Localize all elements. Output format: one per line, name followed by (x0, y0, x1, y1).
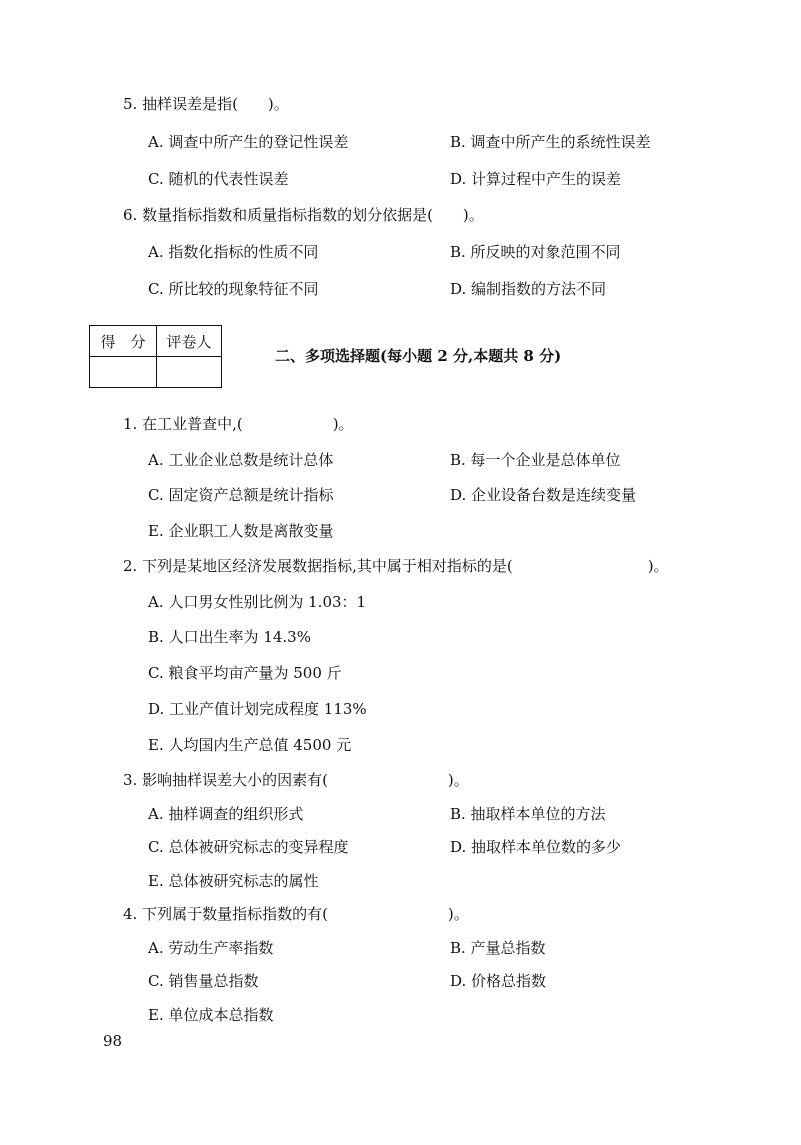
score-table (89, 325, 222, 388)
grader-cell[interactable] (157, 357, 222, 388)
mc-question-4-option-b: B. 产量总指数 (450, 939, 546, 957)
mc-question-1-option-a: A. 工业企业总数是统计总体 (148, 451, 334, 469)
question-6-option-a: A. 指数化指标的性质不同 (148, 243, 319, 261)
mc-question-2-stem: 2. 下列是某地区经济发展数据指标,其中属于相对指标的是( )。 (123, 557, 669, 575)
question-6-option-d: D. 编制指数的方法不同 (450, 280, 607, 298)
mc-question-1-stem: 1. 在工业普查中,( )。 (123, 415, 354, 433)
mc-question-4-option-e: E. 单位成本总指数 (148, 1006, 274, 1024)
mc-question-1-option-d: D. 企业设备台数是连续变量 (450, 486, 637, 504)
mc-question-3-option-a: A. 抽样调查的组织形式 (148, 805, 304, 823)
mc-question-4-option-d: D. 价格总指数 (450, 972, 547, 990)
section-2-title: 二、多项选择题(每小题 2 分,本题共 8 分) (275, 347, 562, 365)
score-cell[interactable] (90, 357, 157, 388)
question-5-option-a: A. 调查中所产生的登记性误差 (148, 133, 349, 151)
score-header: 得 分 (90, 326, 157, 357)
mc-question-2-option-c: C. 粮食平均亩产量为 500 斤 (148, 664, 342, 682)
question-5-option-c: C. 随机的代表性误差 (148, 170, 289, 188)
mc-question-4-option-c: C. 销售量总指数 (148, 972, 259, 990)
mc-question-4-option-a: A. 劳动生产率指数 (148, 939, 274, 957)
mc-question-2-option-d: D. 工业产值计划完成程度 113% (148, 700, 367, 718)
mc-question-4-stem: 4. 下列属于数量指标指数的有( )。 (123, 905, 469, 923)
question-5-stem: 5. 抽样误差是指( )。 (123, 95, 289, 113)
question-6-stem: 6. 数量指标指数和质量指标指数的划分依据是( )。 (123, 206, 484, 224)
mc-question-3-option-e: E. 总体被研究标志的属性 (148, 872, 319, 890)
question-6-option-b: B. 所反映的对象范围不同 (450, 243, 621, 261)
question-5-option-d: D. 计算过程中产生的误差 (450, 170, 622, 188)
mc-question-1-option-e: E. 企业职工人数是离散变量 (148, 522, 334, 540)
mc-question-3-stem: 3. 影响抽样误差大小的因素有( )。 (123, 771, 469, 789)
mc-question-2-option-e: E. 人均国内生产总值 4500 元 (148, 736, 352, 754)
mc-question-3-option-b: B. 抽取样本单位的方法 (450, 805, 606, 823)
mc-question-3-option-c: C. 总体被研究标志的变异程度 (148, 838, 349, 856)
page-number: 98 (103, 1032, 123, 1050)
mc-question-2-option-b: B. 人口出生率为 14.3% (148, 628, 311, 646)
mc-question-1-option-c: C. 固定资产总额是统计指标 (148, 486, 334, 504)
mc-question-1-option-b: B. 每一个企业是总体单位 (450, 451, 621, 469)
question-6-option-c: C. 所比较的现象特征不同 (148, 280, 319, 298)
question-5-option-b: B. 调查中所产生的系统性误差 (450, 133, 651, 151)
grader-header: 评卷人 (157, 326, 222, 357)
mc-question-2-option-a: A. 人口男女性别比例为 1.03：1 (148, 593, 367, 611)
mc-question-3-option-d: D. 抽取样本单位数的多少 (450, 838, 622, 856)
